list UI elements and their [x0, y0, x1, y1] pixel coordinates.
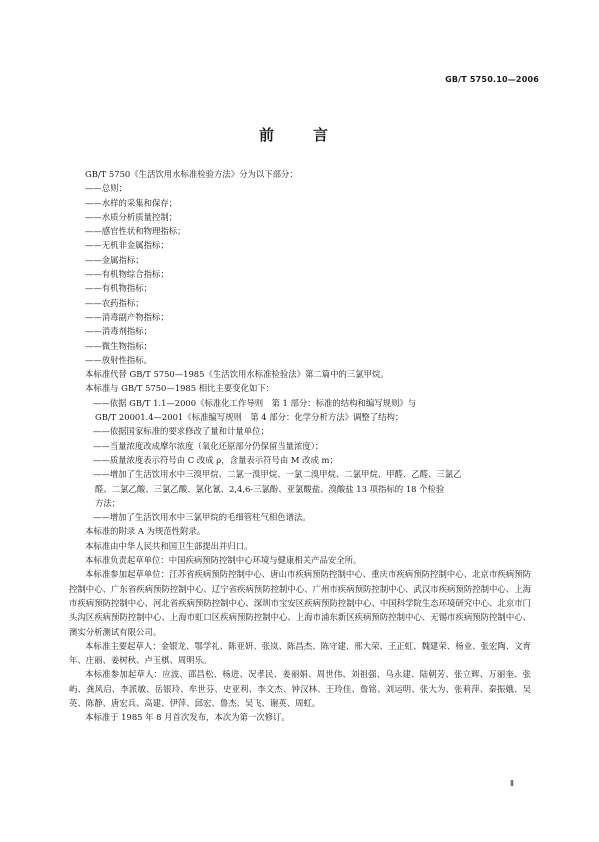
participating-drafters: 本标准参加起草单位：江苏省疾病预防控制中心、唐山市疾病预防控制中心、重庆市疾病预防控制中心、北京市疾病预防控制中心、广东省疾病预防控制中心、辽宁省疾病预防控制中心、广州市疾病预防控制中心、武汉市疾病预防控制中心、上海市疾病预防控制中心、河北省疾病预防控制中心、深圳市宝安区疾病预防控制中心、中国科学院生态环境研究中心、北京市门头沟区疾病预防控制中心、上海市虹口区疾病预防控制中心、上海市浦东新区疾病预防控制中心、无锡市疾病预防控制中心、澳实分析测试有限公司。	[69, 569, 531, 637]
change-item: ——增加了生活饮用水中三氯甲烷的毛细管柱气相色谱法。	[93, 512, 311, 523]
part-list-item: ——微生物指标；	[85, 340, 152, 351]
change-item-continued: 方法；	[95, 497, 121, 508]
part-list-item: ——有机物综合指标；	[85, 269, 169, 280]
change-item: ——当量浓度改成摩尔浓度（氧化还原部分仍保留当量浓度）；	[93, 440, 324, 451]
changes-intro: 本标准与 GB/T 5750—1985 相比主要变化如下：	[85, 383, 275, 394]
standard-code: GB/T 5750.10—2006	[445, 75, 539, 84]
change-item: ——质量浓度表示符号由 C 改成 ρ，含量表示符号由 M 改成 m；	[93, 454, 338, 465]
part-list-item: ——有机物指标；	[85, 283, 152, 294]
change-item: ——增加了生活饮用水中三溴甲烷、二氯一溴甲烷、一氯二溴甲烷、二氯甲烷、甲醛、乙醛、三氯乙	[93, 469, 462, 480]
change-item: ——依据国家标准的要求修改了量和计量单位；	[93, 426, 269, 437]
part-list-item: ——放射性指标。	[85, 354, 152, 365]
part-list-item: ——无机非金属指标；	[85, 240, 169, 251]
page-number: Ⅱ	[510, 779, 514, 788]
responsible-drafter: 本标准负责起草单位：中国疾病预防控制中心环境与健康相关产品安全所。	[85, 555, 362, 566]
proposer-statement: 本标准由中华人民共和国卫生部提出并归口。	[85, 540, 253, 551]
preface-body	[69, 167, 531, 725]
change-item-continued: GB/T 20001.4—2001《标准编写规则 第 4 部分：化学分析方法》调整了结构；	[95, 412, 404, 423]
part-list-item: ——感官性状和物理指标；	[85, 226, 186, 237]
part-list-item: ——消毒副产物指标；	[85, 311, 169, 322]
part-list-item: ——水质分析质量控制；	[85, 211, 178, 222]
part-list-item: ——水样的采集和保存；	[85, 197, 178, 208]
intro-line: GB/T 5750《生活饮用水标准检验方法》分为以下部分：	[85, 169, 298, 179]
main-drafters: 本标准主要起草人：金银龙、鄂学礼、陈亚妍、张岚、陈昌杰、陈守建、邢大荣、王正虹、魏建荣、杨业、张宏陶、文育年、庄丽、姜树秋、卢玉棋、周明乐。	[69, 640, 531, 666]
change-item: ——依据 GB/T 1.1—2000《标准化工作导则 第 1 部分：标准的结构和编写规则》与	[93, 397, 417, 408]
participating-people: 本标准参加起草人：应波、邵昌松、杨进、况孝民、姜丽娟、周世伟、刘祖强、乌永建、陆朝芳、张立辉、万丽奎、张屿、龚风启、李派敏、岳银玲、牟世芬、史亚利、李文杰、钟汉林、王玲佳、詹铭、刘运明、张大为、张莉萍、秦振娥、吴英、陈静、唐宏兵、高建、伊萍、邱宏、鲁杰、吴飞、谢英、周虹。	[69, 669, 531, 708]
annex-statement: 本标准的附录 A 为规范性附录。	[85, 526, 206, 537]
change-item-continued: 醛、二氯乙酸、三氯乙酸、氯化氰、2,4,6-三氯酚、亚氯酸盐、溴酸盐 13 项指标的 18 个检验	[95, 483, 445, 494]
part-list-item: ——总则；	[85, 183, 127, 194]
page-title: 前 言	[258, 126, 340, 144]
part-list-item: ——消毒剂指标；	[85, 326, 152, 337]
replacement-statement: 本标准代替 GB/T 5750—1985《生活饮用水标准检验法》第二篇中的三氯甲烷。	[85, 369, 389, 380]
part-list-item: ——金属指标；	[85, 254, 144, 265]
release-history: 本标准于 1985 年 8 月首次发布，本次为第一次修订。	[85, 712, 290, 723]
part-list-item: ——农药指标；	[85, 297, 144, 308]
